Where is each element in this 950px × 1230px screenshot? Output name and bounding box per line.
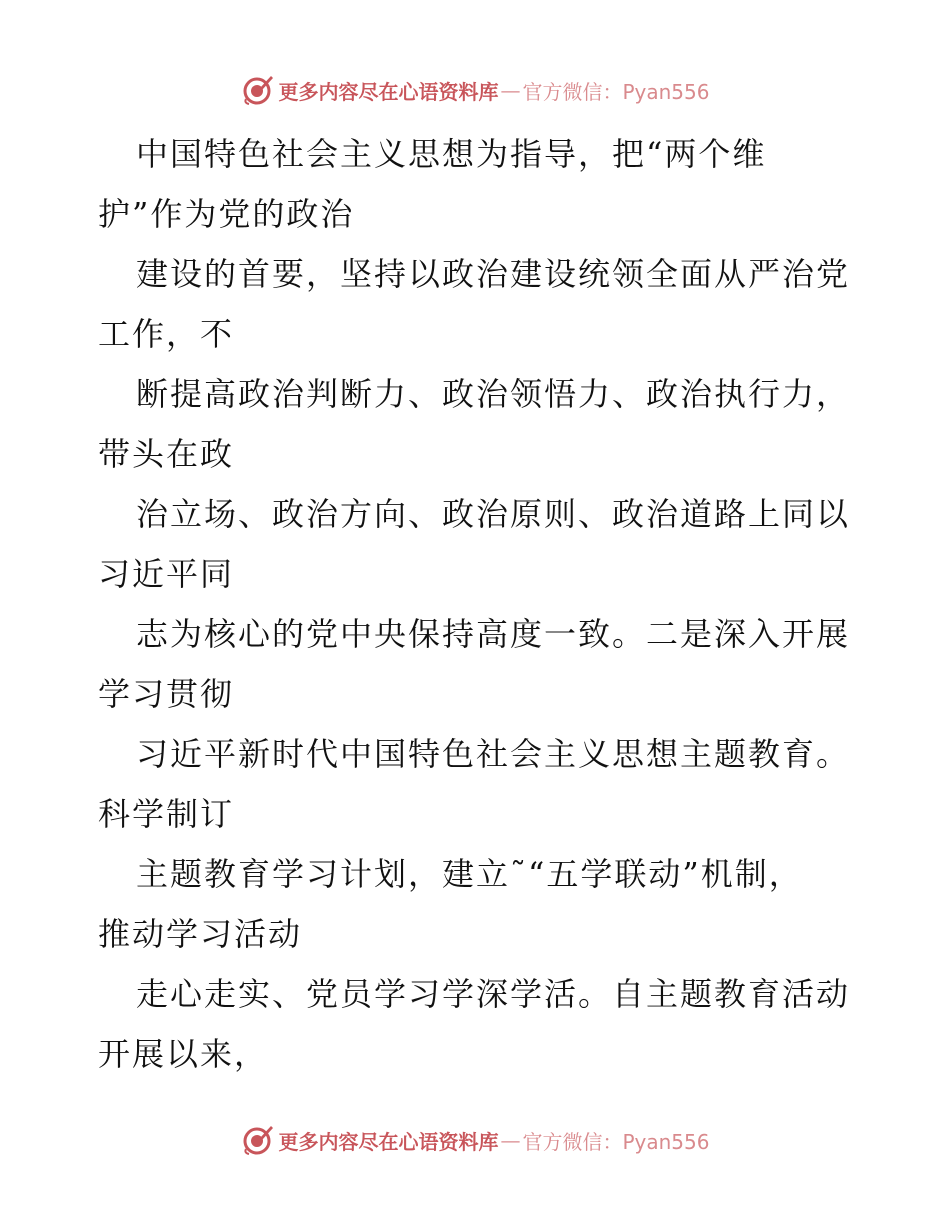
footer-banner [0,1120,950,1160]
paragraph-1 [98,124,858,244]
paragraph-5-line-1: 志为核心的党中央保持高度一致。二是深入开展 [136,615,851,653]
paragraph-7-line-1: 主题教育学习计划，建立˜“五学联动”机制， [136,855,803,893]
paragraph-1-line-2: 护”作为党的政治 [98,195,355,233]
paragraph-8-line-2: 开展以来， [98,1035,269,1073]
paragraph-2 [98,244,858,364]
paragraph-7-line-2: 推动学习活动 [98,915,303,953]
footer-wechat-text: 官方微信：Pyan556 [522,1129,710,1154]
header-banner [0,70,950,110]
footer-separator: — [500,1128,521,1152]
paragraph-4 [98,484,858,604]
header-wechat-text: 官方微信：Pyan556 [522,79,710,104]
paragraph-3-line-1: 断提高政治判断力、政治领悟力、政治执行力， [136,375,851,413]
paragraph-4-line-2: 习近平同 [98,555,235,593]
paragraph-2-line-2: 工作，不 [98,315,235,353]
paragraph-8-line-1: 走心走实、党员学习学深学活。自主题教育活动 [136,975,851,1013]
paragraph-5 [98,604,858,724]
quill-seal-logo-icon [240,73,274,107]
footer-brand-text: 更多内容尽在心语资料库 [278,1129,499,1154]
paragraph-3-line-2: 带头在政 [98,435,235,473]
paragraph-2-line-1: 建设的首要，坚持以政治建设统领全面从严治党 [136,255,851,293]
paragraph-4-line-1: 治立场、政治方向、政治原则、政治道路上同以 [136,495,851,533]
header-brand-text: 更多内容尽在心语资料库 [278,79,499,104]
header-separator: — [500,78,521,102]
paragraph-7 [98,844,858,964]
paragraph-6-line-2: 科学制订 [98,795,235,833]
paragraph-1-line-1: 中国特色社会主义思想为指导，把“两个维 [136,135,767,173]
paragraph-6-line-1: 习近平新时代中国特色社会主义思想主题教育。 [136,735,851,773]
document-body [98,124,858,1084]
paragraph-6 [98,724,858,844]
paragraph-5-line-2: 学习贯彻 [98,675,235,713]
paragraph-3 [98,364,858,484]
paragraph-8 [98,964,858,1084]
quill-seal-logo-icon [240,1123,274,1157]
